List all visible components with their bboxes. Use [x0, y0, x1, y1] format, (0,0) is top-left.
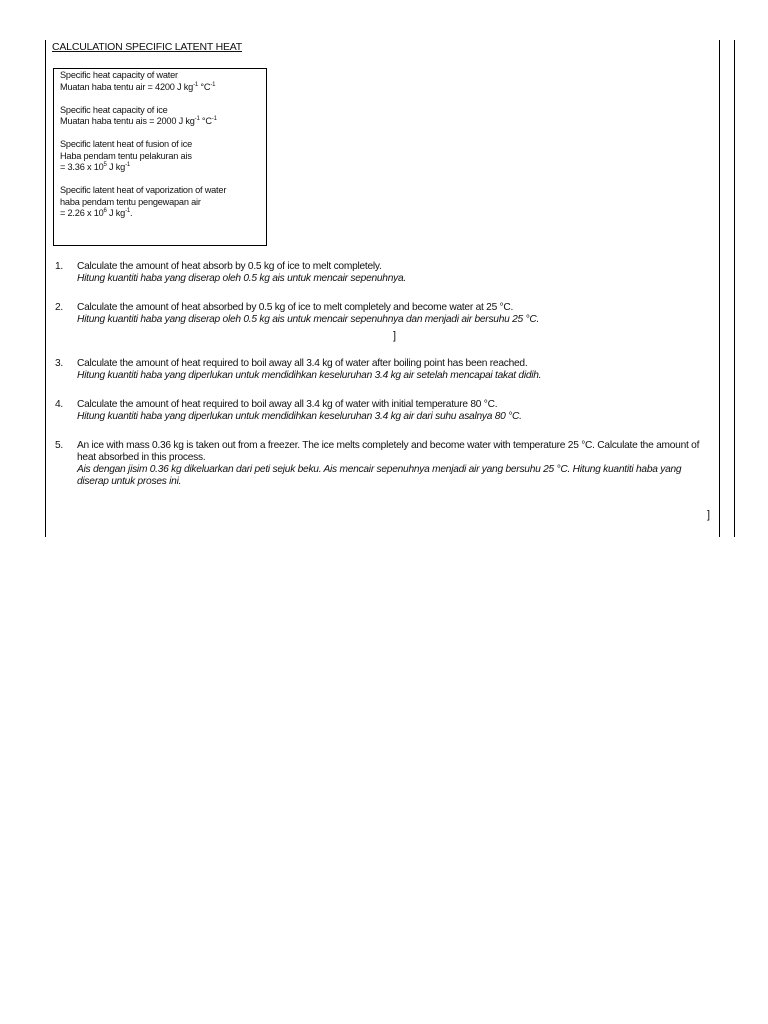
constant-label: Specific heat capacity of ice: [60, 104, 168, 115]
marks-bracket: ]: [707, 509, 711, 521]
question-text-english: Calculate the amount of heat required to boil away all 3.4 kg of water after boiling point has been reached.: [77, 358, 528, 369]
question-text-malay: Hitung kuantiti haba yang diserap oleh 0.5 kg ais untuk mencair sepenuhnya.: [77, 273, 406, 284]
right-margin-line-outer: [734, 40, 735, 537]
constant-ice-heat-capacity: [60, 105, 266, 128]
page-title: CALCULATION SPECIFIC LATENT HEAT: [52, 41, 243, 53]
question-text-english: Calculate the amount of heat required to boil away all 3.4 kg of water with initial temperature 80 °C.: [77, 399, 498, 410]
question-text-english: An ice with mass 0.36 kg is taken out from a freezer. The ice melts completely and become water with temperature 25 °C. Calculate the amount of heat absorbed in this process.: [77, 440, 700, 463]
question-number: 5.: [55, 440, 63, 451]
right-margin-line-inner: [719, 40, 720, 537]
question-2: [55, 302, 705, 326]
question-text-malay: Ais dengan jisim 0.36 kg dikeluarkan dari peti sejuk beku. Ais mencair sepenuhnya menjadi air yang bersuhu 25 °C. Hitung kuantiti haba yang diserap untuk proses ini.: [77, 464, 682, 487]
constant-water-heat-capacity: [60, 70, 266, 93]
marks-bracket: ]: [393, 330, 397, 342]
question-number: 2.: [55, 302, 63, 313]
constant-value: Muatan haba tentu ais = 2000 J $kg^{-1}$ $^\circ C^{-1}$: [60, 116, 217, 126]
constant-label: haba pendam tentu pengewapan air: [60, 196, 201, 207]
constant-label: Specific latent heat of fusion of ice: [60, 139, 193, 149]
question-text-malay: Hitung kuantiti haba yang diperlukan untuk mendidihkan keseluruhan 3.4 kg air dari suhu asalnya 80 °C.: [77, 411, 522, 422]
constant-value: = 2.26 x $10^6$ J $kg^{-1}$.: [60, 208, 133, 218]
constant-label: Specific latent heat of vaporization of water: [60, 185, 227, 195]
constant-value: Muatan haba tentu air = 4200 J $kg^{-1}$ $^\circ C^{-1}$: [60, 81, 216, 92]
left-margin-line: [45, 40, 46, 537]
question-4: [55, 399, 705, 423]
question-text-english: Calculate the amount of heat absorb by 0.5 kg of ice to melt completely.: [77, 261, 382, 272]
constants-box: [53, 68, 267, 246]
question-3: [55, 358, 705, 382]
constant-latent-heat-vaporization: [60, 185, 266, 220]
question-number: 3.: [55, 358, 63, 369]
question-1: [55, 261, 705, 285]
question-text-malay: Hitung kuantiti haba yang diperlukan untuk mendidihkan keseluruhan 3.4 kg air setelah mencapai takat didih.: [77, 370, 542, 381]
question-text-malay: Hitung kuantiti haba yang diserap oleh 0.5 kg ais untuk mencair sepenuhnya dan menjadi air bersuhu 25 °C.: [77, 314, 540, 325]
constant-label: Specific heat capacity of water: [60, 70, 178, 80]
question-number: 1.: [55, 261, 63, 272]
question-text-english: Calculate the amount of heat absorbed by 0.5 kg of ice to melt completely and become water at 25 °C.: [77, 302, 514, 313]
constant-label: Haba pendam tentu pelakuran ais: [60, 150, 192, 161]
constant-value: = 3.36 x $10^5$ J $kg^{-1}$: [60, 162, 131, 172]
question-number: 4.: [55, 399, 63, 410]
question-5: [55, 440, 705, 488]
constant-latent-heat-fusion: [60, 139, 266, 174]
